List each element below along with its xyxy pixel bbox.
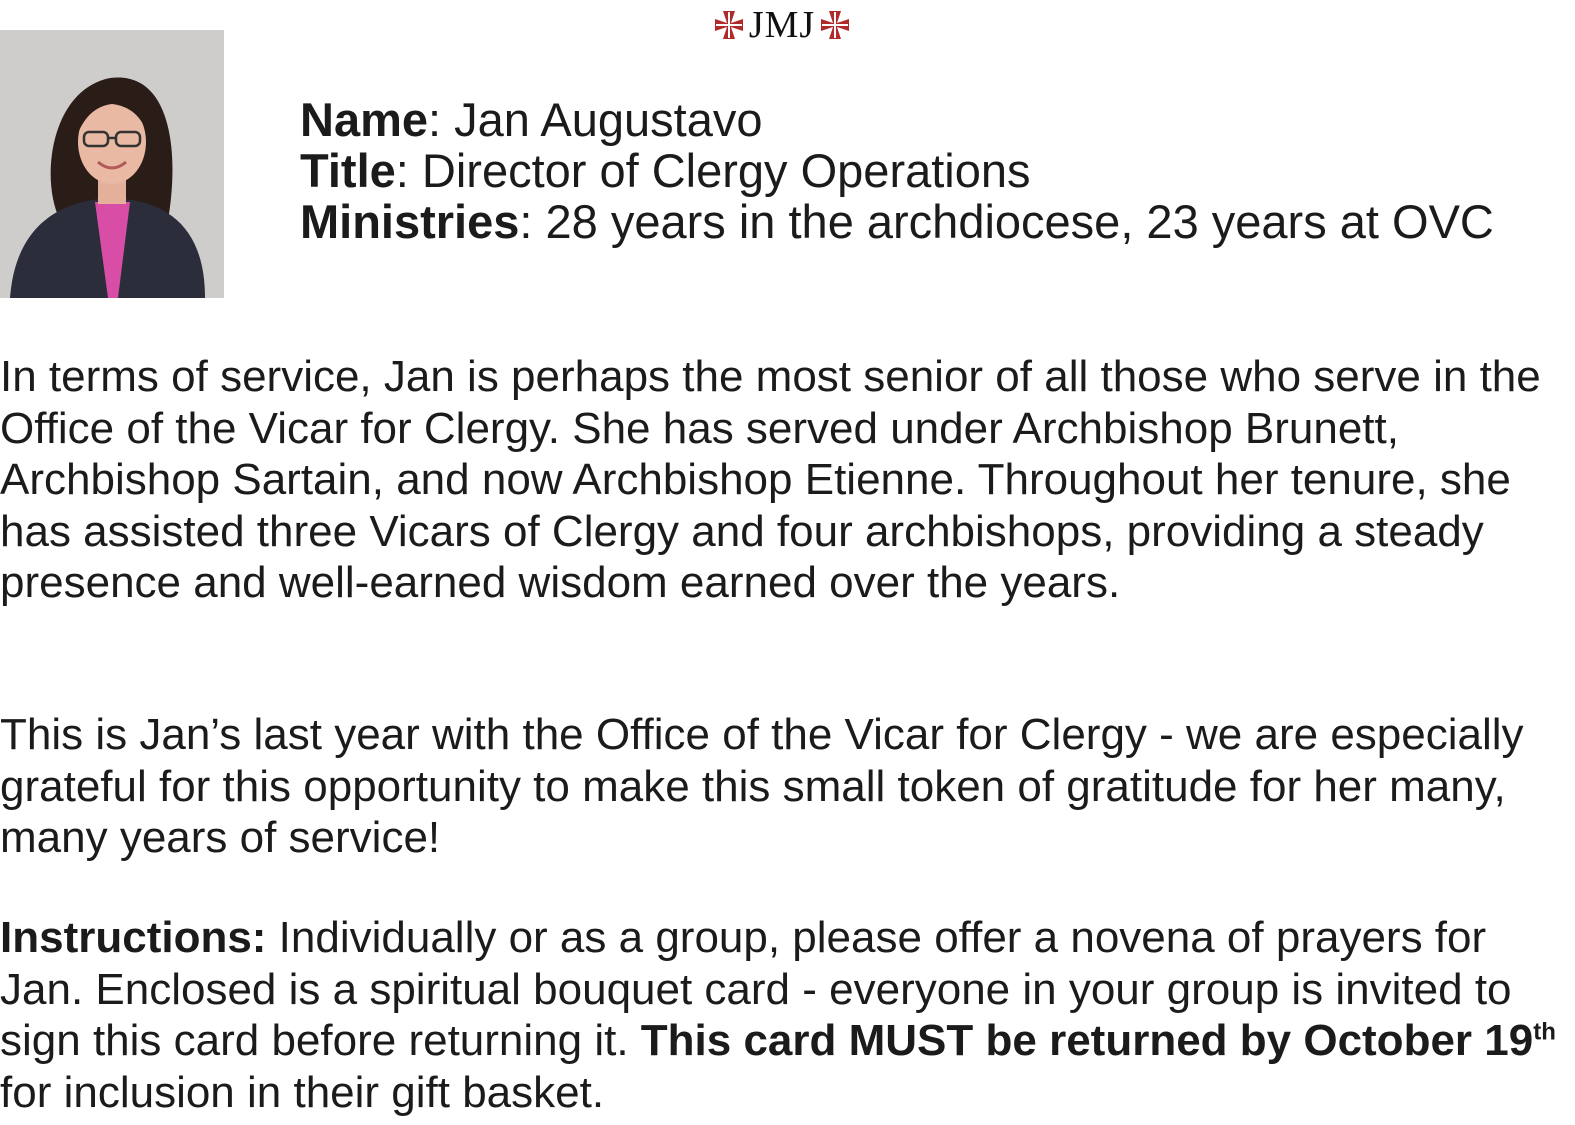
service-paragraph: In terms of service, Jan is perhaps the most senior of all those who serve in the Office of the Vicar for Clergy. She has served under Archbishop Brunett, Archbishop Sartain, and now Archbishop Etienne. Throughout her tenure, she has assisted three Vicars of Clergy and four archbishops, providing a steady presence and well-earned wisdom earned over the years. bbox=[0, 352, 1541, 607]
ministries-label: Ministries bbox=[300, 195, 520, 248]
profile-info bbox=[300, 94, 1494, 247]
instructions-label: Instructions: bbox=[0, 913, 267, 962]
title-label: Title bbox=[300, 144, 396, 197]
return-deadline: This card MUST be returned by October 19 bbox=[640, 1016, 1534, 1065]
jmj-monogram: JMJ bbox=[748, 4, 816, 46]
name-value: Jan Augustavo bbox=[454, 93, 763, 146]
instructions-paragraph bbox=[0, 912, 1575, 1118]
name-row: Name: Jan Augustavo bbox=[300, 93, 763, 146]
instructions-end: for inclusion in their gift basket. bbox=[0, 1067, 605, 1117]
instructions-text: Individually or as a group, please offer a novena of prayers for Jan. Enclosed is a spiritual bouquet card - everyone in your group is invited to sign this card before returning it. bbox=[0, 913, 1512, 1065]
cross-pattee-icon bbox=[713, 9, 745, 41]
ministries-row: Ministries: 28 years in the archdiocese, 23 years at OVC bbox=[300, 195, 1494, 248]
jmj-header bbox=[706, 2, 858, 48]
title-value: Director of Clergy Operations bbox=[421, 144, 1031, 197]
cross-pattee-icon bbox=[819, 9, 851, 41]
ordinal-suffix: th bbox=[1533, 1018, 1556, 1046]
gratitude-paragraph: This is Jan’s last year with the Office of the Vicar for Clergy - we are especially grateful for this opportunity to make this small token of gratitude for her many, many years of service! bbox=[0, 710, 1524, 862]
ministries-value: 28 years in the archdiocese, 23 years at OVC bbox=[545, 195, 1494, 248]
portrait-illustration bbox=[0, 30, 224, 298]
name-label: Name bbox=[300, 93, 429, 146]
portrait-photo bbox=[0, 30, 224, 298]
title-row: Title: Director of Clergy Operations bbox=[300, 144, 1031, 197]
